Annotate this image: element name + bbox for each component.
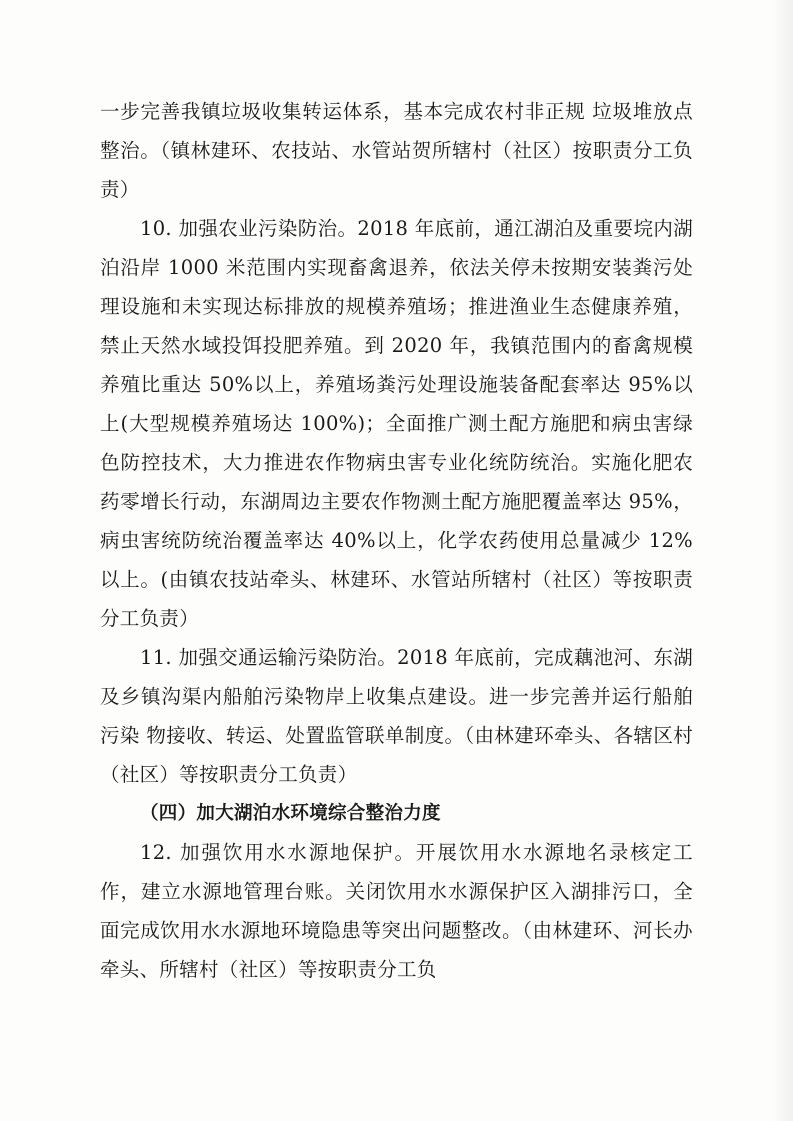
paragraph-item-11: 11. 加强交通运输污染防治。2018 年底前，完成藕池河、东湖及乡镇沟渠内船舶污染物岸上收集点建设。进一步完善并运行船舶污染 物接收、转运、处置监管联单制度。（由林建环牵头、各辖区村（社区）等按职责分工负责） [100,646,693,786]
paragraph-item-12: 12. 加强饮用水水源地保护。开展饮用水水源地名录核定工作，建立水源地管理台账。关闭饮用水水源保护区入湖排污口，全面完成饮用水水源地环境隐患等突出问题整改。（由林建环、河长办牵头、所辖村（社区）等按职责分工负 [100,841,693,981]
page-edge-shadow [771,0,793,1121]
paragraph-continuation: 一步完善我镇垃圾收集转运体系，基本完成农村非正规 垃圾堆放点整治。（镇林建环、农技站、水管站贺所辖村（社区）按职责分工负责） [100,100,693,201]
section-heading-4: （四）加大湖泊水环境综合整治力度 [140,803,441,824]
paragraph-item-10: 10. 加强农业污染防治。2018 年底前，通江湖泊及重要垸内湖泊沿岸 1000 米范围内实现畜禽退养，依法关停未按期安装粪污处理设施和未实现达标排放的规模养殖场；推进渔业生态健康养殖，禁止天然水域投饵投肥养殖。到 2020 年，我镇范围内的畜禽规模养殖比重达 50%以上，养殖场粪污处理设施装备配套率达 95%以上(大型规模养殖场达 100%)；全面推广测土配方施肥和病虫害绿色防控技术，大力推进农作物病虫害专业化统防统治。实施化肥农药零增长行动，东湖周边主要农作物测土配方施肥覆盖率达 95%，病虫害统防统治覆盖率达 40%以上，化学农药使用总量减少 12%以上。(由镇农技站牵头、林建环、水管站所辖村（社区）等按职责分工负责） [100,217,693,630]
